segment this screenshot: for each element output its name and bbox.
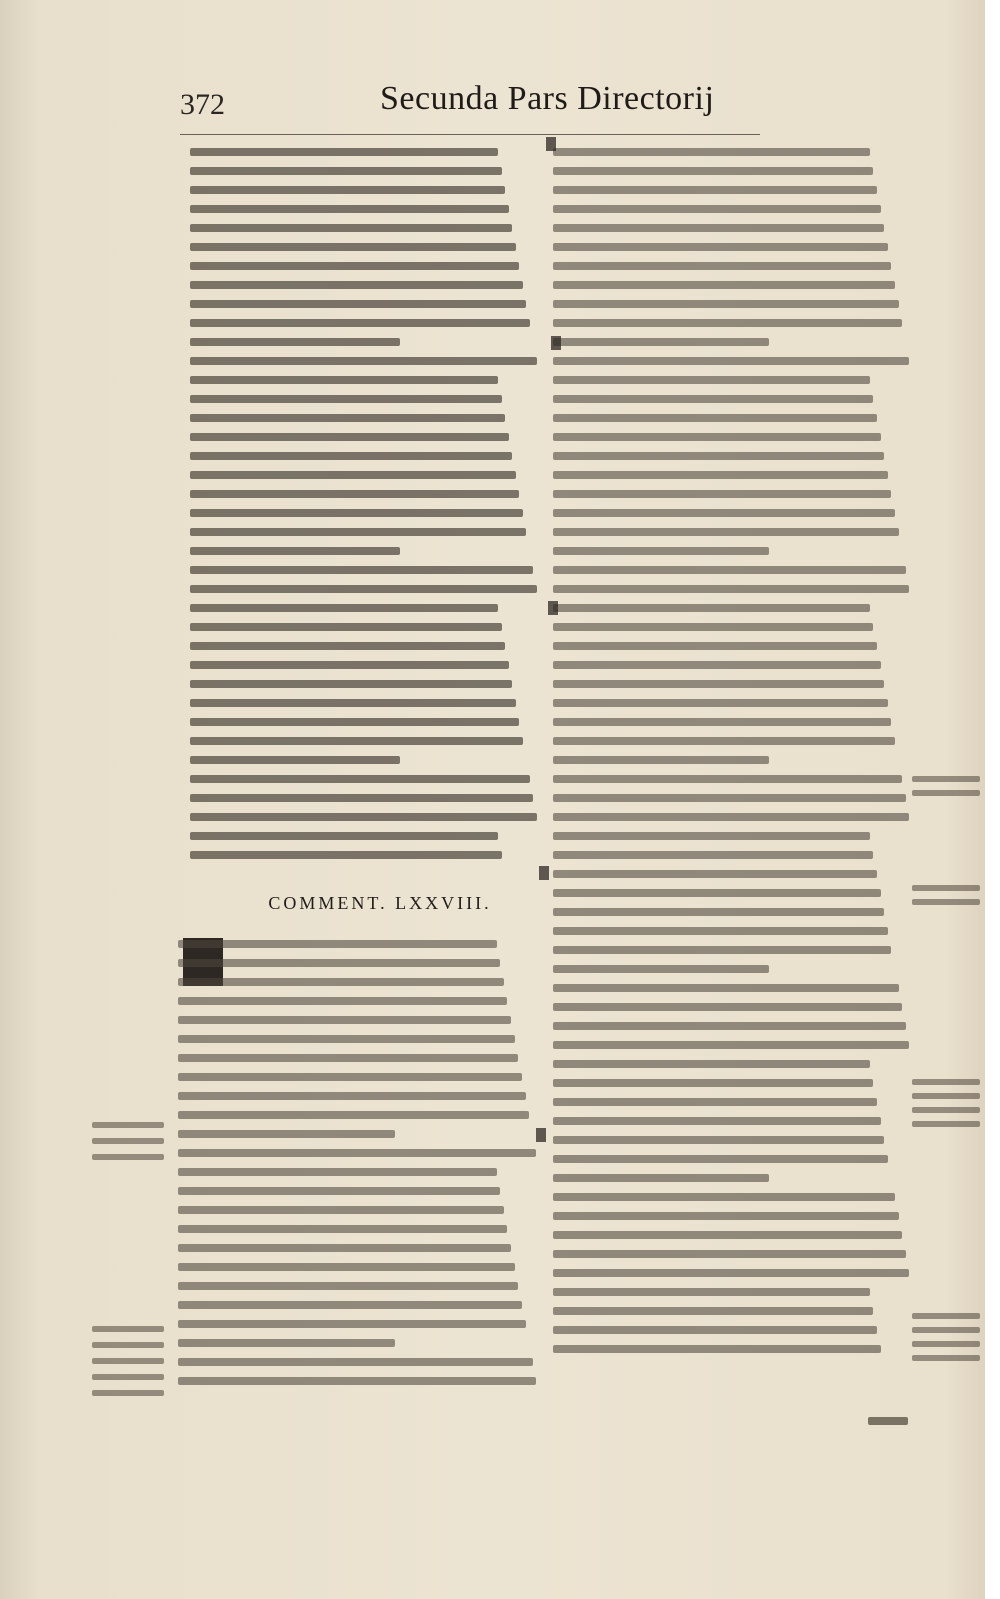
text-line — [553, 1022, 906, 1030]
margin-note-line — [912, 1093, 980, 1099]
text-line — [190, 813, 537, 821]
margin-note-line — [912, 1341, 980, 1347]
text-line — [553, 1288, 870, 1296]
text-line — [553, 300, 899, 308]
text-line — [178, 1301, 522, 1309]
margin-note-line — [912, 1107, 980, 1113]
text-line — [553, 1250, 906, 1258]
text-line — [178, 1168, 497, 1176]
page-header — [180, 78, 760, 135]
text-line — [190, 395, 502, 403]
text-line — [178, 1035, 515, 1043]
text-line — [553, 452, 884, 460]
margin-note-line — [912, 1355, 980, 1361]
text-line — [178, 1206, 504, 1214]
text-line — [553, 794, 906, 802]
text-line — [553, 167, 873, 175]
text-line — [553, 1155, 888, 1163]
text-line — [190, 300, 526, 308]
text-line — [178, 997, 507, 1005]
text-line — [553, 1117, 881, 1125]
text-line — [553, 414, 877, 422]
text-line — [553, 1345, 881, 1353]
text-line — [553, 433, 881, 441]
margin-note-line — [92, 1138, 164, 1144]
text-line — [553, 338, 769, 346]
column-marker — [539, 866, 549, 880]
text-line — [553, 376, 870, 384]
text-line — [190, 737, 523, 745]
text-line — [190, 718, 519, 726]
text-line — [553, 718, 891, 726]
text-line — [553, 1193, 895, 1201]
text-line — [190, 509, 523, 517]
text-line — [553, 680, 884, 688]
text-line — [178, 978, 504, 986]
text-line — [190, 338, 400, 346]
text-line — [178, 1358, 533, 1366]
text-line — [553, 661, 881, 669]
text-line — [190, 794, 533, 802]
text-line — [178, 1092, 526, 1100]
text-line — [553, 642, 877, 650]
text-line — [553, 205, 881, 213]
text-line — [190, 566, 533, 574]
text-line — [190, 680, 512, 688]
text-line — [190, 186, 505, 194]
text-line — [190, 585, 537, 593]
text-line — [553, 1326, 877, 1334]
text-line — [553, 851, 873, 859]
running-title: Secunda Pars Directorij — [380, 80, 715, 117]
margin-note-line — [912, 1121, 980, 1127]
text-line — [178, 940, 497, 948]
text-line — [553, 946, 891, 954]
text-line — [178, 1282, 518, 1290]
text-line — [553, 889, 881, 897]
text-line — [553, 1041, 909, 1049]
text-line — [190, 661, 509, 669]
text-line — [178, 1225, 507, 1233]
margin-note-line — [912, 776, 980, 782]
text-line — [553, 243, 888, 251]
margin-note-line — [92, 1326, 164, 1332]
section-heading: COMMENT. LXXVIII. — [268, 893, 492, 913]
left-column-commentary — [178, 940, 540, 1396]
text-line — [190, 528, 526, 536]
text-line — [553, 1060, 870, 1068]
text-line — [190, 376, 498, 384]
margin-note-line — [912, 1313, 980, 1319]
text-line — [178, 1339, 395, 1347]
text-line — [178, 1111, 529, 1119]
text-line — [190, 623, 502, 631]
text-line — [178, 1377, 536, 1385]
text-line — [190, 604, 498, 612]
text-line — [553, 1098, 877, 1106]
margin-note-line — [92, 1358, 164, 1364]
text-line — [553, 1231, 902, 1239]
text-line — [553, 1269, 909, 1277]
text-line — [553, 813, 909, 821]
column-marker — [536, 1128, 546, 1142]
text-line — [553, 490, 891, 498]
margin-note-line — [912, 899, 980, 905]
margin-note-line — [92, 1374, 164, 1380]
text-line — [553, 1003, 902, 1011]
text-line — [553, 395, 873, 403]
text-line — [190, 433, 509, 441]
text-line — [553, 737, 895, 745]
text-line — [190, 547, 400, 555]
text-line — [553, 585, 909, 593]
text-line — [553, 471, 888, 479]
text-line — [190, 414, 505, 422]
text-line — [553, 148, 870, 156]
margin-note-line — [912, 1327, 980, 1333]
text-line — [553, 756, 769, 764]
text-line — [190, 642, 505, 650]
text-line — [178, 1130, 395, 1138]
text-line — [553, 528, 899, 536]
text-line — [553, 604, 870, 612]
text-line — [178, 1149, 536, 1157]
text-line — [553, 623, 873, 631]
column-marker — [546, 137, 556, 151]
text-line — [178, 1187, 500, 1195]
text-line — [553, 281, 895, 289]
left-column-main-text — [190, 148, 540, 870]
margin-note-line — [912, 885, 980, 891]
margin-note-line — [912, 790, 980, 796]
text-line — [178, 959, 500, 967]
text-line — [190, 452, 512, 460]
text-line — [178, 1244, 511, 1252]
text-line — [553, 870, 877, 878]
column-marker — [548, 601, 558, 615]
text-line — [178, 1016, 511, 1024]
text-line — [553, 186, 877, 194]
text-line — [553, 832, 870, 840]
text-line — [553, 775, 902, 783]
text-line — [553, 965, 769, 973]
text-line — [190, 262, 519, 270]
text-line — [553, 509, 895, 517]
text-line — [553, 319, 902, 327]
text-line — [190, 319, 530, 327]
text-line — [553, 927, 888, 935]
text-line — [190, 832, 498, 840]
text-line — [553, 908, 884, 916]
text-line — [553, 357, 909, 365]
text-line — [190, 775, 530, 783]
text-line — [190, 205, 509, 213]
text-line — [178, 1073, 522, 1081]
text-line — [553, 1079, 873, 1087]
margin-note-line — [92, 1342, 164, 1348]
column-marker — [551, 336, 561, 350]
text-line — [190, 243, 516, 251]
text-line — [553, 699, 888, 707]
text-line — [553, 262, 891, 270]
text-line — [190, 490, 519, 498]
text-line — [190, 167, 502, 175]
text-line — [190, 281, 523, 289]
text-line — [553, 1136, 884, 1144]
text-line — [553, 224, 884, 232]
text-line — [178, 1320, 526, 1328]
text-line — [190, 357, 537, 365]
catchword — [868, 1417, 908, 1425]
text-line — [190, 699, 516, 707]
text-line — [190, 756, 400, 764]
text-line — [553, 1212, 899, 1220]
right-column-commentary — [553, 148, 913, 1364]
margin-note-line — [912, 1079, 980, 1085]
text-line — [553, 1307, 873, 1315]
text-line — [553, 1174, 769, 1182]
margin-note-line — [92, 1122, 164, 1128]
text-line — [553, 984, 899, 992]
text-line — [190, 148, 498, 156]
text-line — [553, 547, 769, 555]
text-line — [553, 566, 906, 574]
page-number: 372 — [180, 88, 225, 121]
margin-note-line — [92, 1154, 164, 1160]
text-line — [190, 224, 512, 232]
text-line — [190, 851, 502, 859]
margin-note-line — [92, 1390, 164, 1396]
text-line — [178, 1054, 518, 1062]
text-line — [190, 471, 516, 479]
text-line — [178, 1263, 515, 1271]
